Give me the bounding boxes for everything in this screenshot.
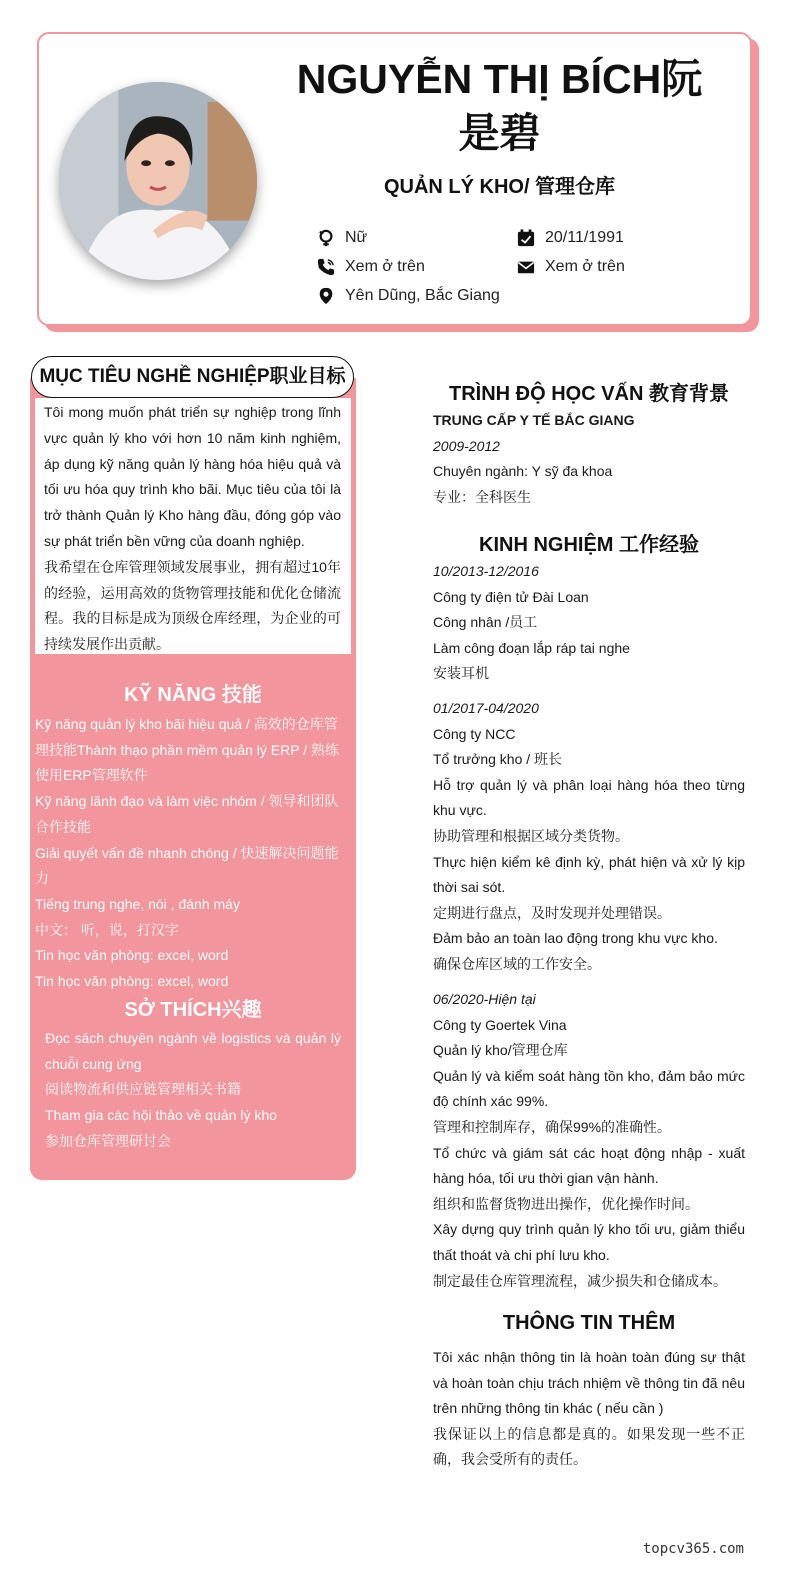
job-line: Hỗ trợ quản lý và phân loại hàng hóa theo từng khu vực. bbox=[433, 776, 745, 819]
job-period: 06/2020-Hiện tại bbox=[433, 991, 536, 1007]
job-line: 安装耳机 bbox=[433, 665, 489, 682]
job-line: 管理和控制库存，确保99%的准确性。 bbox=[433, 1118, 672, 1135]
phone-row bbox=[315, 257, 425, 277]
experience-heading: KINH NGHIỆM 工作经验 bbox=[479, 534, 699, 556]
hobbies-list bbox=[45, 1026, 341, 1155]
email-value: Xem ở trên bbox=[545, 258, 625, 275]
additional-info-line: Tôi xác nhận thông tin là hoàn toàn đúng sự thật và hoàn toàn chịu trách nhiệm về thông tin đã nêu trên những thông tin khác ( nếu cần ) bbox=[433, 1349, 745, 1417]
objective-heading: MỤC TIÊU NGHỀ NGHIỆP职业目标 bbox=[31, 356, 354, 398]
additional-info-line: 我保证以上的信息都是真的。如果发现一些不正确，我会受所有的责任。 bbox=[433, 1425, 745, 1468]
candidate-name: NGUYỄN THỊ BÍCH阮是碧 bbox=[296, 56, 703, 156]
job-period: 10/2013-12/2016 bbox=[433, 563, 539, 579]
school-name: TRUNG CẤP Y TẾ BẮC GIANG bbox=[433, 412, 635, 428]
watermark: topcv365.com bbox=[642, 1541, 744, 1557]
skill-item: Kỹ năng quản lý kho bãi hiệu quả / 高效的仓库管理技能Thành thạo phần mềm quản lý ERP / 熟练使用ERP管理软件 bbox=[35, 716, 339, 784]
job-line: Công ty điện tử Đài Loan bbox=[433, 588, 589, 605]
education-period: 2009-2012 bbox=[433, 437, 500, 454]
hobby-item: 阅读物流和供应链管理相关书籍 bbox=[45, 1081, 241, 1098]
email-row bbox=[515, 257, 625, 277]
job-line: Tổ trưởng kho / 班长 bbox=[433, 751, 563, 768]
hobby-item: Tham gia các hội thảo về quản lý kho bbox=[45, 1107, 277, 1124]
experience-job-2 bbox=[433, 696, 745, 978]
job-line: 定期进行盘点，及时发现并处理错误。 bbox=[433, 904, 671, 921]
objective-text-vi: Tôi mong muốn phát triển sự nghiệp trong lĩnh vực quản lý kho với hơn 10 năm kinh nghiệm, áp dụng kỹ năng quản lý hàng hóa hiệu quả và tối ưu hóa quy trình kho bãi. Mục tiêu của tôi là trở thành Quản lý Kho hàng đầu, đóng góp vào sự phát triển bền vững của doanh nghiệp. bbox=[44, 404, 341, 549]
job-period: 01/2017-04/2020 bbox=[433, 700, 539, 716]
profile-photo bbox=[59, 82, 257, 280]
additional-info-heading: THÔNG TIN THÊM bbox=[502, 1312, 676, 1334]
job-line: Quản lý kho/管理仓库 bbox=[433, 1042, 568, 1059]
birthday-row bbox=[515, 228, 624, 248]
avatar bbox=[59, 82, 257, 280]
objective-text-zh: 我希望在仓库管理领域发展事业，拥有超过10年的经验，运用高效的货物管理技能和优化仓储流程。我的目标是成为顶级仓库经理，为企业的可持续发展作出贡献。 bbox=[44, 558, 341, 653]
phone-icon bbox=[315, 257, 337, 277]
address-value: Yên Dũng, Bắc Giang bbox=[345, 287, 500, 304]
skill-item: Tiếng trung nghe, nói , đánh máy bbox=[35, 895, 240, 912]
skills-heading: KỸ NĂNG 技能 bbox=[124, 684, 262, 706]
job-line: Công ty Goertek Vina bbox=[433, 1016, 567, 1033]
envelope-icon bbox=[515, 257, 537, 277]
skill-item: Tin học văn phòng: excel, word bbox=[35, 947, 229, 964]
objective-box bbox=[35, 398, 351, 654]
skill-item: Tin học văn phòng: excel, word bbox=[35, 973, 229, 990]
job-line: Đảm bảo an toàn lao động trong khu vực kho. bbox=[433, 930, 718, 947]
skills-list bbox=[35, 712, 347, 995]
education-line: 专业：全科医生 bbox=[433, 488, 531, 505]
job-line: Công nhân /员工 bbox=[433, 614, 538, 631]
hobbies-heading: SỞ THÍCH兴趣 bbox=[124, 999, 262, 1021]
education-line: Chuyên ngành: Y sỹ đa khoa bbox=[433, 463, 613, 480]
skill-item: Giải quyết vấn đề nhanh chóng / 快速解决问题能力 bbox=[35, 844, 339, 887]
experience-job-3 bbox=[433, 987, 745, 1294]
birthday-value: 20/11/1991 bbox=[545, 229, 624, 246]
header-card bbox=[37, 32, 752, 326]
job-line: Thực hiện kiểm kê định kỳ, phát hiện và xử lý kịp thời sai sót. bbox=[433, 853, 745, 896]
hobby-item: Đọc sách chuyên ngành về logistics và quản lý chuỗi cung ứng bbox=[45, 1030, 341, 1072]
phone-value: Xem ở trên bbox=[345, 258, 425, 275]
job-line: 组织和监督货物进出操作，优化操作时间。 bbox=[433, 1195, 699, 1212]
skill-item: 中文： 听，说，打汉字 bbox=[35, 921, 179, 938]
experience-job-1 bbox=[433, 559, 745, 687]
job-line: 确保仓库区域的工作安全。 bbox=[433, 955, 601, 972]
job-line: 协助管理和根据区域分类货物。 bbox=[433, 827, 629, 844]
job-line: Công ty NCC bbox=[433, 725, 516, 742]
skill-item: Kỹ năng lãnh đạo và làm việc nhóm / 领导和团队合作技能 bbox=[35, 793, 339, 835]
job-line: Làm công đoạn lắp ráp tai nghe bbox=[433, 639, 630, 656]
address-row bbox=[315, 286, 500, 306]
calendar-icon bbox=[515, 228, 537, 248]
job-line: Quản lý và kiểm soát hàng tồn kho, đảm bảo mức độ chính xác 99%. bbox=[433, 1067, 745, 1110]
gender-value: Nữ bbox=[345, 229, 368, 246]
gender-row bbox=[315, 228, 367, 248]
education-heading: TRÌNH ĐỘ HỌC VẤN 教育背景 bbox=[449, 383, 729, 405]
job-line: Xây dựng quy trình quản lý kho tối ưu, giảm thiểu thất thoát và chi phí lưu kho. bbox=[433, 1221, 745, 1263]
job-line: 制定最佳仓库管理流程，减少损失和仓储成本。 bbox=[433, 1272, 727, 1289]
job-title: QUẢN LÝ KHO/ 管理仓库 bbox=[383, 176, 616, 198]
hobby-item: 参加仓库管理研讨会 bbox=[45, 1132, 171, 1149]
location-pin-icon bbox=[315, 286, 337, 306]
additional-info-block bbox=[433, 1345, 745, 1473]
job-line: Tổ chức và giám sát các hoạt động nhập - xuất hàng hóa, tối ưu thời gian vận hành. bbox=[433, 1144, 745, 1187]
education-block bbox=[433, 408, 745, 510]
gender-icon bbox=[315, 228, 337, 248]
